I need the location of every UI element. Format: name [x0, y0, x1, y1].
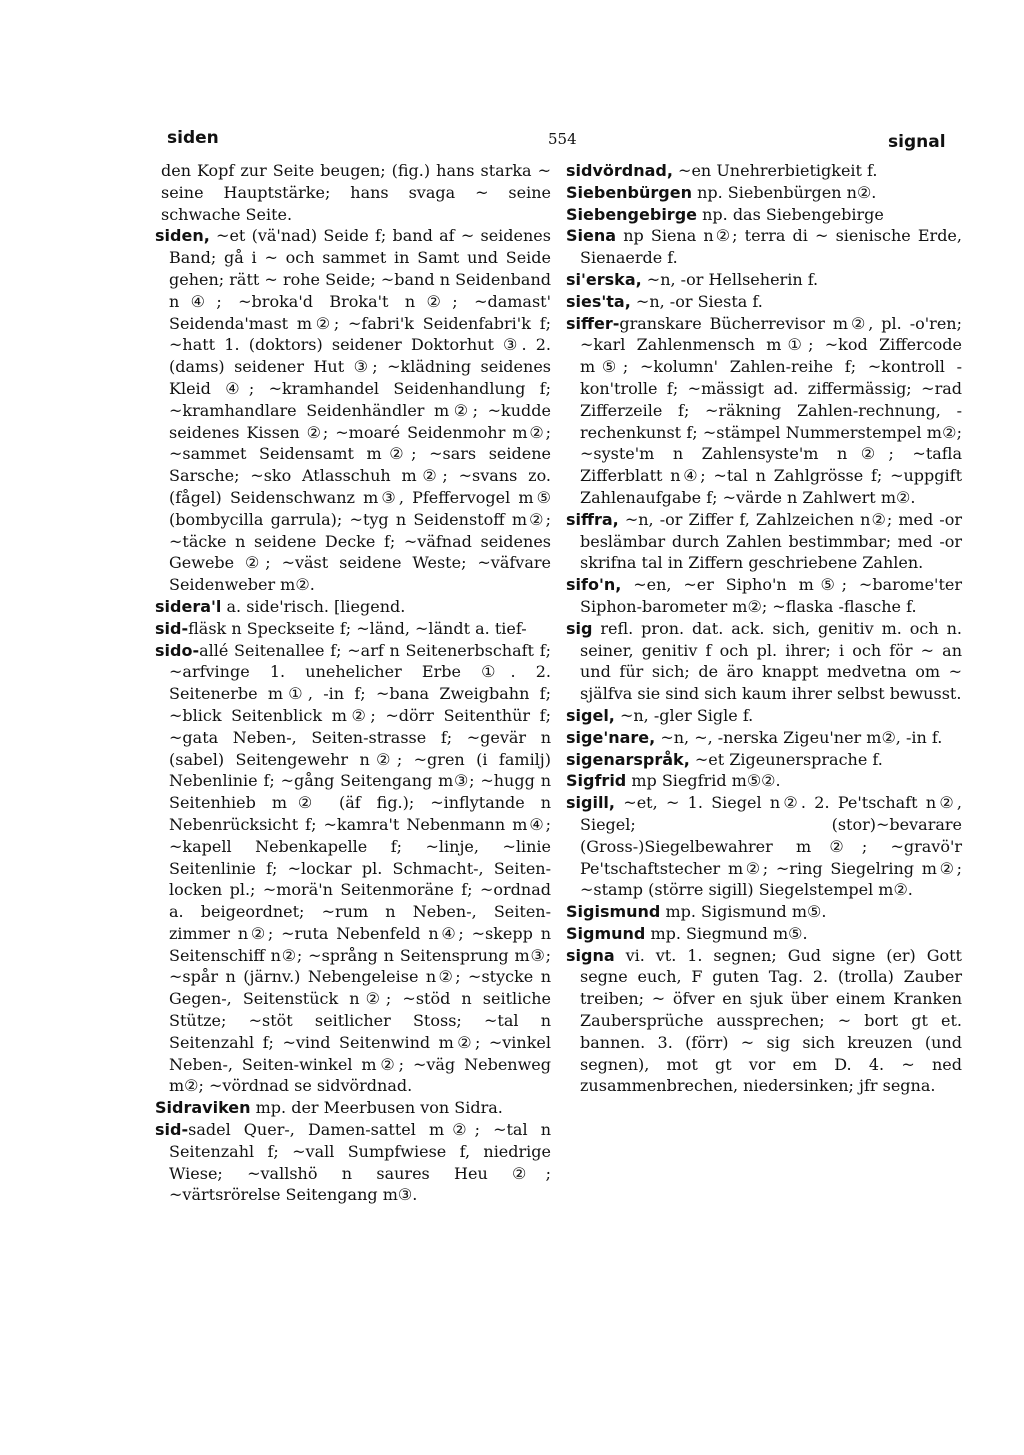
dictionary-entry — [566, 204, 962, 226]
entry-headword: Sigfrid — [566, 771, 627, 791]
page-number: 554 — [548, 130, 577, 148]
entry-headword: sigenarspråk, — [566, 749, 690, 769]
entry-text: ~en, ~er Sipho'n m⑤; ~barome'ter Siphon-barometer m②; ~flaska -flasche f. — [580, 575, 962, 616]
entry-text: mp Siegfrid m⑤②. — [631, 771, 781, 791]
entry-headword: sid- — [155, 618, 189, 638]
entry-headword: sige'nare, — [566, 727, 656, 747]
entry-headword: signa — [566, 945, 615, 965]
entry-headword: sidera'l — [155, 596, 222, 616]
entry-headword: sigel, — [566, 705, 615, 725]
dictionary-entry — [566, 291, 962, 313]
dictionary-entry — [566, 618, 962, 705]
entry-headword: sifo'n, — [566, 575, 622, 595]
entry-text: ~et, ~ 1. Siegel n②. 2. Pe'tschaft n②, Siegel; (stor)~bevarare (Gross-)Siegelbewahrer m②; ~gravö'r Pe'tschaftstecher m②; ~ring Siegelring m②; ~stamp (större sigill) Siegelstempel m②. — [580, 793, 963, 900]
entry-text: ~et (vä'nad) Seide f; band af ~ seidenes Band; gå i ~ och sammet in Samt und Seide gehen; rätt ~ rohe Seide; ~band n Seidenband n④; ~broka'd Broka't n②; ~damast' Seidenda'mast m②; ~fabri'k Seidenfabri'k f; ~hatt 1. (doktors) seidener Doktorhut ③. 2. (dams) seidener Hut ③; ~klädning seidenes Kleid ④; ~kramhandel Seidenhandlung f; ~kramhandlare Seidenhändler m②; ~kudde seidenes Kissen ②; ~moaré Seidenmohr m②; ~sammet Seidensamt m②; ~sars seidene Sarsche; ~sko Atlasschuh m②; ~svans zo. (fågel) Seidenschwanz m③, Pfeffervogel m⑤ (bombycilla garrula); ~tyg n Seidenstoff m②; ~täcke n seidene Decke f; ~väfnad seidenes Gewebe ②; ~väst seidene Weste; ~väfvare Seidenweber m②. — [169, 226, 551, 595]
page-header — [0, 128, 1024, 158]
entry-text: sadel Quer-, Damen-sattel m②; ~tal n Seitenzahl f; ~vall Sumpfwiese f, niedrige Wiese; ~vallshö n saures Heu ②; ~värtsrörelse Seitengang m③. — [169, 1120, 551, 1205]
dictionary-entry — [155, 640, 551, 1098]
entry-text: ~n, -or Ziffer f, Zahlzeichen n②; med -or beslämbar durch Zahlen bestimmbar; med -or skrifna tal in Ziffern geschriebene Zahlen. — [580, 509, 962, 573]
left-column — [155, 160, 551, 1206]
dictionary-entry — [566, 770, 962, 792]
entry-text: fläsk n Speckseite f; ~länd, ~ländt a. tief- — [188, 618, 527, 638]
entry-headword: Sigmund — [566, 923, 646, 943]
right-column — [566, 160, 962, 1097]
entry-headword: si'erska, — [566, 269, 642, 289]
dictionary-entry — [566, 705, 962, 727]
entry-headword: Siena — [566, 226, 617, 246]
dictionary-entry — [566, 269, 962, 291]
dictionary-entry — [566, 182, 962, 204]
dictionary-entry — [155, 225, 551, 596]
entry-headword: sid- — [155, 1120, 189, 1140]
dictionary-entry — [155, 596, 551, 618]
entry-text: ~n, -gler Sigle f. — [619, 705, 754, 725]
entry-text: np. Siebenbürgen n②. — [697, 182, 877, 202]
dictionary-entry — [566, 574, 962, 618]
entry-headword: sigill, — [566, 793, 615, 813]
entry-text: ~n, -or Siesta f. — [635, 291, 763, 311]
entry-text: ~en Unehrerbietigkeit f. — [678, 161, 878, 180]
entry-headword: sig — [566, 618, 593, 638]
entry-text: np. das Siebengebirge — [702, 204, 884, 224]
entry-text: ~n, -or Hellseherin f. — [646, 269, 819, 289]
dictionary-entry — [566, 509, 962, 574]
entry-text: a. side'risch. [liegend. — [226, 596, 406, 616]
entry-headword: sies'ta, — [566, 291, 631, 311]
right-running-headword: signal — [888, 132, 946, 152]
dictionary-entry — [566, 727, 962, 749]
entry-text: ~n, ~, -nerska Zigeu'ner m②, -in f. — [660, 727, 943, 747]
entry-text: refl. pron. dat. ack. sich, genitiv m. och n. seiner, genitiv f och pl. ihrer; i och för ~ an und für sich; de äro knappt medvetna om ~ själfva sie sind sich kaum ihrer selbst bewusst. — [580, 618, 963, 704]
dictionary-entry — [155, 1119, 551, 1206]
dictionary-entry — [155, 1097, 551, 1119]
entry-text: allé Seitenallee f; ~arf n Seitenerbschaft f; ~arfvinge 1. unehelicher Erbe ①. 2. Seitenerbe m①, -in f; ~bana Zweigbahn f; ~blick Seitenblick m②; ~dörr Seitenthür f; ~gata Neben-, Seiten-strasse f; ~gevär n (sabel) Seitengewehr n②; ~gren (i familj) Nebenlinie f; ~gång Seitengang m③; ~hugg n Seitenhieb m② (äf fig.); ~inflytande n Nebenrücksicht f; ~kamra't Nebenmann m④; ~kapell Nebenkapelle f; ~linje, ~linie Seitenlinie f; ~lockar pl. Schmacht-, Seiten-locken pl.; ~morä'n Seitenmoräne f; ~ordnad a. beigeordnet; ~rum n Neben-, Seiten-zimmer n②; ~ruta Nebenfeld n④; ~skepp n Seitenschiff n②; ~språng n Seitensprung m③; ~spår n (järnv.) Nebengeleise n②; ~stycke n Gegen-, Seitenstück n②; ~stöd n seitliche Stütze; ~stöt seitlicher Stoss; ~tal n Seitenzahl f; ~vind Seitenwind m②; ~vinkel Neben-, Seiten-winkel m②; ~väg Nebenweg m②; ~vördnad se sidvördnad. — [169, 640, 551, 1096]
dictionary-entry — [566, 901, 962, 923]
entry-headword: Sidraviken — [155, 1098, 251, 1118]
dictionary-entry — [566, 313, 962, 509]
entry-text: vi. vt. 1. segnen; Gud signe (er) Gott segne euch, F guten Tag. 2. (trolla) Zauber treiben; ~ öfver en sjuk über einem Kranken Zaubersprüche aussprechen; ~ bort gt et. bannen. 3. (förr) ~ sig sich kreuzen (und segnen), mot gt vor em D. 4. ~ ned zusammenbrechen, niedersinken; jfr segna. — [580, 945, 962, 1096]
entry-text: mp. Siegmund m⑤. — [650, 923, 808, 943]
dictionary-entry — [566, 945, 962, 1098]
entry-text: ~et Zigeunersprache f. — [694, 749, 883, 769]
entry-headword: siden, — [155, 226, 210, 246]
dictionary-entry — [155, 618, 551, 640]
entry-headword: sidvördnad, — [566, 161, 673, 180]
left-running-headword: siden — [167, 128, 219, 148]
entry-text: mp. Sigismund m⑤. — [665, 902, 827, 922]
entry-headword: sido- — [155, 640, 200, 660]
dictionary-entry — [566, 923, 962, 945]
entry-text: granskare Bücherrevisor m②, pl. -o'ren; ~karl Zahlenmensch m①; ~kod Ziffercode m⑤; ~kolumn' Zahlen-reihe f; ~kontroll -kon'trolle f; ~mässigt ad. ziffermässig; ~rad Zifferzeile f; ~räkning Zahlen-rechnung, -rechenkunst f; ~stämpel Nummerstempel m②; ~syste'm n Zahlensyste'm n②; ~tafla Zifferblatt n④; ~tal n Zahlgrösse f; ~uppgift Zahlenaufgabe f; ~värde n Zahlwert m②. — [580, 313, 962, 507]
dictionary-entry — [566, 225, 962, 269]
entry-headword: siffer- — [566, 313, 620, 333]
entry-headword: Siebenbürgen — [566, 182, 692, 202]
dictionary-entry — [566, 749, 962, 771]
entry-text: mp. der Meerbusen von Sidra. — [255, 1098, 503, 1118]
dictionary-entry — [566, 160, 962, 182]
entry-text: den Kopf zur Seite beugen; (fig.) hans starka ~ seine Hauptstärke; hans svaga ~ seine schwache Seite. — [161, 161, 551, 224]
dictionary-entry — [155, 160, 551, 225]
dictionary-entry — [566, 792, 962, 901]
entry-headword: siffra, — [566, 509, 619, 529]
entry-text: np Siena n②; terra di ~ sienische Erde, Sienaerde f. — [580, 226, 962, 268]
entry-headword: Sigismund — [566, 902, 661, 922]
entry-headword: Siebengebirge — [566, 204, 697, 224]
